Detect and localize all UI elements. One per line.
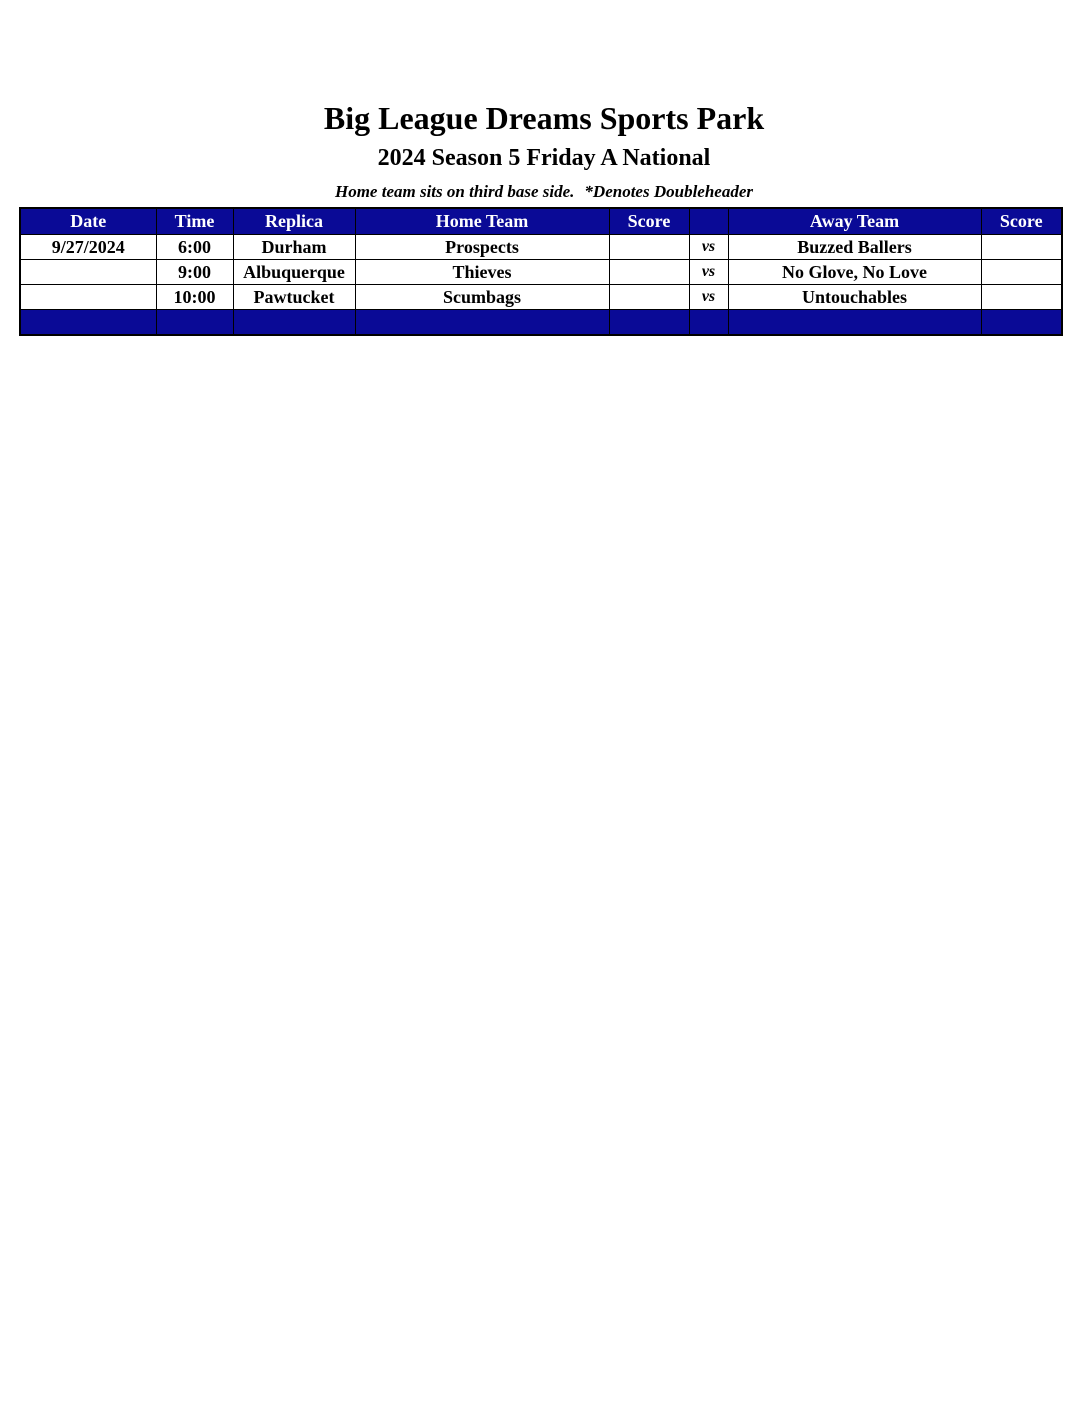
footer-cell	[20, 310, 156, 336]
page-title: Big League Dreams Sports Park	[323, 100, 765, 136]
column-header-replica: Replica	[233, 208, 355, 235]
footer-cell	[728, 310, 981, 336]
schedule-note	[0, 181, 1088, 203]
replica-cell: Pawtucket	[233, 285, 355, 310]
date-cell: 9/27/2024	[20, 235, 156, 260]
column-header-home-score: Score	[609, 208, 689, 235]
footer-cell	[609, 310, 689, 336]
table-footer-bar	[20, 310, 1062, 336]
page-subtitle: 2024 Season 5 Friday A National	[377, 145, 711, 171]
time-cell: 6:00	[156, 235, 233, 260]
replica-cell: Albuquerque	[233, 260, 355, 285]
footer-cell	[355, 310, 609, 336]
column-header-away-team: Away Team	[728, 208, 981, 235]
away-team-cell: Buzzed Ballers	[728, 235, 981, 260]
date-cell	[20, 285, 156, 310]
home-score-cell	[609, 285, 689, 310]
home-team-cell: Scumbags	[355, 285, 609, 310]
column-header-vs	[689, 208, 728, 235]
away-score-cell	[981, 260, 1062, 285]
date-cell	[20, 260, 156, 285]
column-header-time: Time	[156, 208, 233, 235]
table-row	[20, 260, 1062, 285]
home-team-cell: Thieves	[355, 260, 609, 285]
column-header-home-team: Home Team	[355, 208, 609, 235]
footer-cell	[233, 310, 355, 336]
away-team-cell: No Glove, No Love	[728, 260, 981, 285]
note-home-side: Home team sits on third base side.	[334, 182, 575, 201]
footer-cell	[981, 310, 1062, 336]
time-cell: 9:00	[156, 260, 233, 285]
vs-cell: vs	[689, 285, 728, 310]
column-header-date: Date	[20, 208, 156, 235]
home-score-cell	[609, 235, 689, 260]
away-score-cell	[981, 285, 1062, 310]
header-row	[20, 208, 1062, 235]
away-team-cell: Untouchables	[728, 285, 981, 310]
column-header-away-score: Score	[981, 208, 1062, 235]
footer-cell	[689, 310, 728, 336]
table-row	[20, 285, 1062, 310]
home-score-cell	[609, 260, 689, 285]
note-doubleheader: *Denotes Doubleheader	[584, 182, 753, 201]
away-score-cell	[981, 235, 1062, 260]
replica-cell: Durham	[233, 235, 355, 260]
vs-cell: vs	[689, 235, 728, 260]
home-team-cell: Prospects	[355, 235, 609, 260]
time-cell: 10:00	[156, 285, 233, 310]
vs-cell: vs	[689, 260, 728, 285]
table-row	[20, 235, 1062, 260]
footer-cell	[156, 310, 233, 336]
schedule-table	[19, 207, 1063, 336]
